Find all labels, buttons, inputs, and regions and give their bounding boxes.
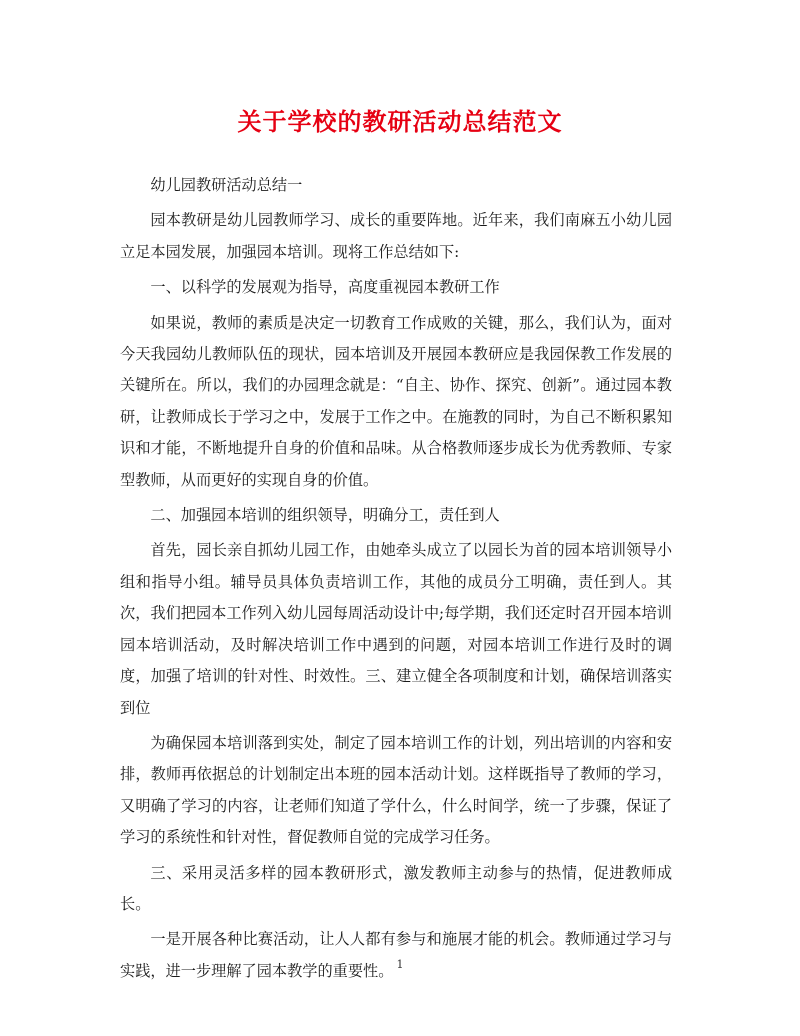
paragraph: 如果说，教师的素质是决定一切教育工作成败的关键，那么，我们认为，面对今天我园幼儿教师队伍的现状，园本培训及开展园本教研应是我园保教工作发展的关键所在。所以，我们的办园理念就是：“自主、协作、探究、创新”。通过园本教研，让教师成长于学习之中，发展于工作之中。在施教的同时，为自己不断积累知识和才能，不断地提升自身的价值和品味。从合格教师逐步成长为优秀教师、专家型教师，从而更好的实现自身的价值。	[120, 313, 672, 489]
section-heading: 二、加强园本培训的组织领导，明确分工，责任到人	[150, 506, 500, 525]
paragraph: 一是开展各种比赛活动，让人人都有参与和施展才能的机会。教师通过学习与实践，进一步理解了园本教学的重要性。	[120, 930, 672, 980]
paragraph: 首先，园长亲自抓幼儿园工作，由她牵头成立了以园长为首的园本培训领导小组和指导小组。辅导员具体负责培训工作，其他的成员分工明确，责任到人。其次，我们把园本工作列入幼儿园每周活动设计中;每学期，我们还定时召开园本培训园本培训活动，及时解决培训工作中遇到的问题，对园本培训工作进行及时的调度，加强了培训的针对性、时效性。三、建立健全各项制度和计划，确保培训落实到位	[120, 541, 672, 717]
paragraph: 为确保园本培训落到实处，制定了园本培训工作的计划，列出培训的内容和安排，教师再依据总的计划制定出本班的园本活动计划。这样既指导了教师的学习，又明确了学习的内容，让老师们知道了学什么，什么时间学，统一了步骤，保证了学习的系统性和针对性，督促教师自觉的完成学习任务。	[120, 733, 672, 847]
paragraph: 园本教研是幼儿园教师学习、成长的重要阵地。近年来，我们南麻五小幼儿园立足本园发展，加强园本培训。现将工作总结如下:	[120, 211, 672, 261]
section-heading: 一、以科学的发展观为指导，高度重视园本教研工作	[150, 278, 500, 297]
document-title: 关于学校的教研活动总结范文	[237, 107, 563, 136]
section-heading: 三、采用灵活多样的园本教研形式，激发教师主动参与的热情，促进教师成长。	[120, 863, 672, 913]
paragraph-heading: 幼儿园教研活动总结一	[150, 176, 303, 194]
page-number: 1	[396, 958, 404, 971]
document-body	[120, 170, 672, 987]
